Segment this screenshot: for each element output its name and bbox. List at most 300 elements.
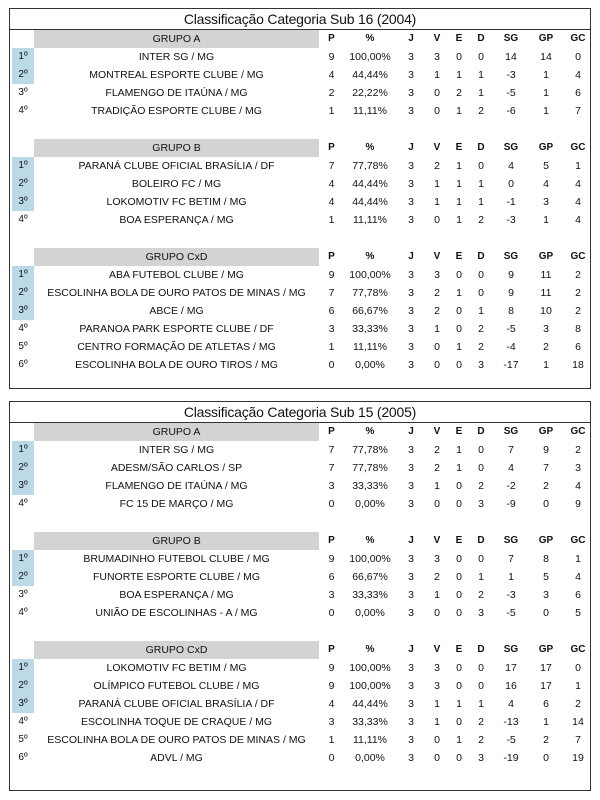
stat-cell-pct: 100,00% bbox=[349, 680, 391, 692]
stat-cell-sg: 1 bbox=[508, 571, 514, 583]
stat-cell-pct: 44,44% bbox=[352, 178, 388, 190]
stat-cell-gp: 17 bbox=[540, 680, 552, 692]
stat-cell-e: 0 bbox=[456, 680, 462, 692]
column-header-gp: GP bbox=[538, 142, 554, 153]
stat-cell-pct: 100,00% bbox=[349, 269, 391, 281]
stat-cell-pct: 11,11% bbox=[352, 341, 388, 353]
stat-cell-sg: -6 bbox=[506, 105, 516, 117]
stat-cell-p: 4 bbox=[328, 698, 335, 710]
stat-cell-p: 1 bbox=[328, 341, 335, 353]
stat-cell-sg: 4 bbox=[508, 462, 514, 474]
stat-cell-e: 1 bbox=[456, 160, 462, 172]
stat-cell-p: 9 bbox=[328, 680, 335, 692]
stat-cell-gc: 4 bbox=[575, 69, 581, 81]
table-row bbox=[10, 48, 590, 66]
stat-cell-d: 2 bbox=[478, 734, 484, 746]
table-row bbox=[10, 157, 590, 175]
team-name-cell: BOA ESPERANÇA / MG bbox=[119, 214, 234, 226]
stat-cell-d: 0 bbox=[478, 444, 484, 456]
table-row bbox=[10, 441, 590, 459]
stat-cell-j: 3 bbox=[408, 607, 414, 619]
group-header-row bbox=[10, 532, 590, 550]
stat-cell-v: 1 bbox=[434, 716, 440, 728]
stat-cell-p: 1 bbox=[328, 734, 335, 746]
column-header-sg: SG bbox=[503, 644, 519, 655]
stat-cell-e: 0 bbox=[456, 589, 462, 601]
stat-cell-p: 2 bbox=[328, 87, 335, 99]
stat-cell-e: 1 bbox=[456, 196, 462, 208]
stat-cell-p: 0 bbox=[328, 607, 335, 619]
column-header-p: P bbox=[328, 426, 335, 437]
position-cell: 2º bbox=[12, 677, 34, 695]
group-spacer bbox=[10, 622, 590, 641]
team-name-cell: ESCOLINHA BOLA DE OURO PATOS DE MINAS / MG bbox=[47, 287, 306, 299]
table-row bbox=[10, 731, 590, 749]
stat-cell-j: 3 bbox=[408, 87, 414, 99]
stat-cell-pct: 22,22% bbox=[352, 87, 388, 99]
stat-cell-v: 0 bbox=[434, 734, 440, 746]
position-cell: 4º bbox=[18, 716, 28, 727]
stat-cell-d: 0 bbox=[478, 269, 484, 281]
column-header-sg: SG bbox=[503, 426, 519, 437]
stat-cell-gc: 4 bbox=[575, 196, 581, 208]
table-row bbox=[10, 320, 590, 338]
table-row bbox=[10, 568, 590, 586]
stat-cell-p: 0 bbox=[328, 498, 335, 510]
stat-cell-gc: 4 bbox=[575, 571, 581, 583]
stat-cell-j: 3 bbox=[408, 160, 414, 172]
stat-cell-d: 1 bbox=[478, 196, 484, 208]
stat-cell-v: 2 bbox=[434, 305, 440, 317]
table-row bbox=[10, 193, 590, 211]
column-header-pct: % bbox=[365, 33, 375, 44]
stat-cell-sg: -2 bbox=[506, 480, 516, 492]
column-header-v: V bbox=[433, 251, 441, 262]
team-name-cell: ESCOLINHA BOLA DE OURO TIROS / MG bbox=[75, 359, 278, 371]
stat-cell-v: 1 bbox=[434, 323, 440, 335]
stat-cell-j: 3 bbox=[408, 498, 414, 510]
stat-cell-e: 0 bbox=[456, 269, 462, 281]
team-name-cell: FLAMENGO DE ITAÚNA / MG bbox=[105, 87, 248, 99]
stat-cell-d: 0 bbox=[478, 462, 484, 474]
group-name: GRUPO A bbox=[34, 30, 319, 48]
column-header-d: D bbox=[477, 33, 485, 44]
stat-cell-d: 2 bbox=[478, 214, 484, 226]
stat-cell-gc: 14 bbox=[572, 716, 584, 728]
column-header-pct: % bbox=[365, 251, 375, 262]
team-name-cell: PARANÁ CLUBE OFICIAL BRASÍLIA / DF bbox=[78, 698, 275, 710]
stat-cell-sg: 16 bbox=[505, 680, 517, 692]
column-header-gc: GC bbox=[570, 142, 586, 153]
stat-cell-gc: 4 bbox=[575, 480, 581, 492]
team-name-cell: UNIÃO DE ESCOLINHAS - A / MG bbox=[95, 607, 258, 619]
group-spacer bbox=[10, 120, 590, 139]
stat-cell-j: 3 bbox=[408, 752, 414, 764]
group-name: GRUPO CxD bbox=[34, 248, 319, 266]
stat-cell-p: 7 bbox=[328, 287, 335, 299]
stat-cell-gc: 19 bbox=[572, 752, 584, 764]
table-row bbox=[10, 175, 590, 193]
stat-cell-p: 3 bbox=[328, 480, 335, 492]
team-name-cell: LOKOMOTIV FC BETIM / MG bbox=[106, 196, 247, 208]
stat-cell-d: 1 bbox=[478, 178, 484, 190]
stat-cell-gc: 7 bbox=[575, 734, 581, 746]
stat-cell-gp: 5 bbox=[543, 160, 549, 172]
stat-cell-gc: 2 bbox=[575, 444, 581, 456]
stat-cell-p: 0 bbox=[328, 752, 335, 764]
position-cell: 6º bbox=[18, 752, 28, 763]
stat-cell-v: 0 bbox=[434, 752, 440, 764]
team-name-cell: OLÍMPICO FUTEBOL CLUBE / MG bbox=[93, 680, 260, 692]
stat-cell-gc: 7 bbox=[575, 105, 581, 117]
column-header-gp: GP bbox=[538, 33, 554, 44]
stat-cell-v: 0 bbox=[434, 87, 440, 99]
stat-cell-pct: 77,78% bbox=[352, 160, 388, 172]
stat-cell-pct: 44,44% bbox=[352, 69, 388, 81]
stat-cell-sg: 9 bbox=[508, 269, 514, 281]
stat-cell-j: 3 bbox=[408, 444, 414, 456]
stat-cell-sg: -3 bbox=[506, 589, 516, 601]
stat-cell-v: 1 bbox=[434, 196, 440, 208]
stat-cell-j: 3 bbox=[408, 698, 414, 710]
column-header-j: J bbox=[408, 33, 414, 44]
stat-cell-j: 3 bbox=[408, 323, 414, 335]
stat-cell-gc: 0 bbox=[575, 662, 581, 674]
stat-cell-gc: 2 bbox=[575, 698, 581, 710]
stat-cell-gp: 4 bbox=[543, 178, 549, 190]
table-row bbox=[10, 66, 590, 84]
stat-cell-p: 7 bbox=[328, 462, 335, 474]
stat-cell-e: 1 bbox=[456, 287, 462, 299]
stat-cell-gc: 4 bbox=[575, 178, 581, 190]
stat-cell-gp: 9 bbox=[543, 444, 549, 456]
group-table bbox=[10, 641, 590, 767]
stat-cell-e: 0 bbox=[456, 716, 462, 728]
stat-cell-gc: 4 bbox=[575, 214, 581, 226]
stat-cell-j: 3 bbox=[408, 680, 414, 692]
stat-cell-v: 3 bbox=[434, 680, 440, 692]
stat-cell-d: 2 bbox=[478, 480, 484, 492]
stat-cell-e: 0 bbox=[456, 571, 462, 583]
column-header-e: E bbox=[455, 535, 463, 546]
position-cell: 6º bbox=[18, 359, 28, 370]
column-header-gc: GC bbox=[570, 644, 586, 655]
column-header-v: V bbox=[433, 142, 441, 153]
stat-cell-d: 1 bbox=[478, 69, 484, 81]
stat-cell-gp: 1 bbox=[543, 105, 549, 117]
column-header-gc: GC bbox=[570, 535, 586, 546]
position-cell: 3º bbox=[18, 87, 28, 98]
panel-title: Classificação Categoria Sub 16 (2004) bbox=[10, 9, 590, 30]
stat-cell-e: 1 bbox=[456, 69, 462, 81]
column-header-v: V bbox=[433, 33, 441, 44]
stat-cell-gc: 0 bbox=[575, 51, 581, 63]
stat-cell-v: 3 bbox=[434, 51, 440, 63]
stat-cell-v: 0 bbox=[434, 341, 440, 353]
stat-cell-d: 1 bbox=[478, 571, 484, 583]
stat-cell-e: 0 bbox=[456, 51, 462, 63]
panel-title: Classificação Categoria Sub 15 (2005) bbox=[10, 402, 590, 423]
stat-cell-pct: 100,00% bbox=[349, 553, 391, 565]
team-name-cell: MONTREAL ESPORTE CLUBE / MG bbox=[89, 69, 264, 81]
column-header-pct: % bbox=[365, 535, 375, 546]
stat-cell-sg: 8 bbox=[508, 305, 514, 317]
column-header-d: D bbox=[477, 535, 485, 546]
stat-cell-e: 1 bbox=[456, 214, 462, 226]
stat-cell-p: 3 bbox=[328, 716, 335, 728]
team-name-cell: LOKOMOTIV FC BETIM / MG bbox=[106, 662, 247, 674]
stat-cell-j: 3 bbox=[408, 359, 414, 371]
group-spacer bbox=[10, 513, 590, 532]
position-cell: 2º bbox=[12, 284, 34, 302]
stat-cell-j: 3 bbox=[408, 287, 414, 299]
group-spacer bbox=[10, 229, 590, 248]
stat-cell-v: 1 bbox=[434, 178, 440, 190]
stat-cell-pct: 33,33% bbox=[352, 480, 388, 492]
stat-cell-e: 0 bbox=[456, 480, 462, 492]
stat-cell-gc: 5 bbox=[575, 607, 581, 619]
stat-cell-pct: 77,78% bbox=[352, 444, 388, 456]
team-name-cell: BOLEIRO FC / MG bbox=[131, 178, 222, 190]
group-table bbox=[10, 248, 590, 374]
stat-cell-v: 2 bbox=[434, 160, 440, 172]
group-header-row bbox=[10, 423, 590, 441]
stat-cell-gp: 3 bbox=[543, 196, 549, 208]
stat-cell-sg: 0 bbox=[508, 178, 514, 190]
stat-cell-e: 1 bbox=[456, 698, 462, 710]
stat-cell-v: 2 bbox=[434, 287, 440, 299]
stat-cell-j: 3 bbox=[408, 305, 414, 317]
position-cell: 5º bbox=[18, 734, 28, 745]
stat-cell-j: 3 bbox=[408, 341, 414, 353]
column-header-pct: % bbox=[365, 142, 375, 153]
stat-cell-sg: 14 bbox=[505, 51, 517, 63]
group-table bbox=[10, 139, 590, 229]
column-header-d: D bbox=[477, 644, 485, 655]
stat-cell-j: 3 bbox=[408, 716, 414, 728]
stat-cell-p: 9 bbox=[328, 51, 335, 63]
stat-cell-e: 0 bbox=[456, 323, 462, 335]
table-row bbox=[10, 677, 590, 695]
stat-cell-sg: -4 bbox=[506, 341, 516, 353]
stat-cell-pct: 0,00% bbox=[355, 607, 385, 619]
position-header-blank bbox=[12, 641, 34, 659]
team-name-cell: PARANOA PARK ESPORTE CLUBE / DF bbox=[79, 323, 274, 335]
group-name: GRUPO CxD bbox=[34, 641, 319, 659]
stat-cell-d: 3 bbox=[478, 752, 484, 764]
table-row bbox=[10, 302, 590, 320]
position-cell: 4º bbox=[18, 105, 28, 116]
group-table bbox=[10, 30, 590, 120]
position-cell: 3º bbox=[12, 695, 34, 713]
stat-cell-e: 2 bbox=[456, 87, 462, 99]
standings-panel-sub16 bbox=[9, 8, 591, 389]
column-header-d: D bbox=[477, 426, 485, 437]
standings-body bbox=[10, 30, 590, 374]
standings-panel-sub15 bbox=[9, 401, 591, 791]
stat-cell-sg: -1 bbox=[506, 196, 516, 208]
stat-cell-gc: 1 bbox=[575, 680, 581, 692]
stat-cell-v: 0 bbox=[434, 105, 440, 117]
position-header-blank bbox=[12, 423, 34, 441]
group-header-row bbox=[10, 139, 590, 157]
position-cell: 2º bbox=[12, 175, 34, 193]
position-cell: 4º bbox=[18, 214, 28, 225]
stat-cell-d: 1 bbox=[478, 305, 484, 317]
stat-cell-p: 0 bbox=[328, 359, 335, 371]
column-header-e: E bbox=[455, 644, 463, 655]
table-row bbox=[10, 695, 590, 713]
stat-cell-e: 1 bbox=[456, 178, 462, 190]
column-header-sg: SG bbox=[503, 33, 519, 44]
stat-cell-v: 3 bbox=[434, 269, 440, 281]
stat-cell-d: 0 bbox=[478, 287, 484, 299]
stat-cell-p: 7 bbox=[328, 160, 335, 172]
position-cell: 2º bbox=[12, 568, 34, 586]
stat-cell-v: 2 bbox=[434, 462, 440, 474]
team-name-cell: FUNORTE ESPORTE CLUBE / MG bbox=[92, 571, 261, 583]
table-row bbox=[10, 459, 590, 477]
position-cell: 3º bbox=[18, 589, 28, 600]
stat-cell-j: 3 bbox=[408, 571, 414, 583]
table-row bbox=[10, 356, 590, 374]
group-table bbox=[10, 532, 590, 622]
column-header-sg: SG bbox=[503, 251, 519, 262]
stat-cell-v: 0 bbox=[434, 607, 440, 619]
position-cell: 3º bbox=[12, 302, 34, 320]
stat-cell-gp: 8 bbox=[543, 553, 549, 565]
stat-cell-gc: 6 bbox=[575, 589, 581, 601]
stat-cell-v: 1 bbox=[434, 69, 440, 81]
stat-cell-pct: 0,00% bbox=[355, 359, 385, 371]
stat-cell-gp: 17 bbox=[540, 662, 552, 674]
team-name-cell: CENTRO FORMAÇÃO DE ATLETAS / MG bbox=[77, 341, 276, 353]
column-header-j: J bbox=[408, 535, 414, 546]
stat-cell-d: 2 bbox=[478, 341, 484, 353]
stat-cell-pct: 11,11% bbox=[352, 105, 388, 117]
stat-cell-pct: 0,00% bbox=[355, 498, 385, 510]
position-header-blank bbox=[12, 139, 34, 157]
stat-cell-e: 1 bbox=[456, 341, 462, 353]
team-name-cell: BRUMADINHO FUTEBOL CLUBE / MG bbox=[83, 553, 270, 565]
stat-cell-pct: 66,67% bbox=[352, 305, 388, 317]
stat-cell-gc: 6 bbox=[575, 341, 581, 353]
team-name-cell: ADVL / MG bbox=[150, 752, 203, 764]
team-name-cell: FC 15 DE MARÇO / MG bbox=[119, 498, 234, 510]
position-cell: 3º bbox=[12, 193, 34, 211]
column-header-e: E bbox=[455, 426, 463, 437]
stat-cell-p: 9 bbox=[328, 662, 335, 674]
stat-cell-e: 0 bbox=[456, 359, 462, 371]
stat-cell-gp: 10 bbox=[540, 305, 552, 317]
stat-cell-gp: 2 bbox=[543, 480, 549, 492]
stat-cell-p: 1 bbox=[328, 105, 335, 117]
column-header-d: D bbox=[477, 251, 485, 262]
stat-cell-p: 7 bbox=[328, 444, 335, 456]
stat-cell-gp: 3 bbox=[543, 323, 549, 335]
team-name-cell: ADESM/SÃO CARLOS / SP bbox=[110, 462, 243, 474]
position-header-blank bbox=[12, 248, 34, 266]
stat-cell-sg: 7 bbox=[508, 553, 514, 565]
table-row bbox=[10, 586, 590, 604]
stat-cell-v: 2 bbox=[434, 571, 440, 583]
position-cell: 5º bbox=[18, 341, 28, 352]
stat-cell-d: 1 bbox=[478, 698, 484, 710]
column-header-gp: GP bbox=[538, 644, 554, 655]
stat-cell-j: 3 bbox=[408, 51, 414, 63]
stat-cell-gc: 8 bbox=[575, 323, 581, 335]
group-header-row bbox=[10, 641, 590, 659]
group-name: GRUPO B bbox=[34, 532, 319, 550]
standings-body bbox=[10, 423, 590, 767]
stat-cell-pct: 11,11% bbox=[352, 734, 388, 746]
stat-cell-e: 1 bbox=[456, 444, 462, 456]
column-header-gc: GC bbox=[570, 251, 586, 262]
position-cell: 4º bbox=[18, 323, 28, 334]
stat-cell-v: 1 bbox=[434, 698, 440, 710]
team-name-cell: TRADIÇÃO ESPORTE CLUBE / MG bbox=[91, 105, 262, 117]
column-header-pct: % bbox=[365, 426, 375, 437]
stat-cell-sg: -17 bbox=[503, 359, 519, 371]
stat-cell-v: 1 bbox=[434, 480, 440, 492]
position-cell: 1º bbox=[12, 550, 34, 568]
position-header-blank bbox=[12, 532, 34, 550]
stat-cell-j: 3 bbox=[408, 69, 414, 81]
stat-cell-d: 1 bbox=[478, 87, 484, 99]
stat-cell-j: 3 bbox=[408, 178, 414, 190]
stat-cell-sg: -13 bbox=[503, 716, 519, 728]
stat-cell-gp: 1 bbox=[543, 359, 549, 371]
column-header-j: J bbox=[408, 251, 414, 262]
stat-cell-gp: 14 bbox=[540, 51, 552, 63]
position-header-blank bbox=[12, 30, 34, 48]
stat-cell-p: 4 bbox=[328, 178, 335, 190]
stat-cell-gc: 1 bbox=[575, 553, 581, 565]
stat-cell-v: 2 bbox=[434, 444, 440, 456]
stat-cell-e: 0 bbox=[456, 498, 462, 510]
stat-cell-sg: -5 bbox=[506, 734, 516, 746]
table-row bbox=[10, 749, 590, 767]
team-name-cell: PARANÁ CLUBE OFICIAL BRASÍLIA / DF bbox=[78, 160, 275, 172]
stat-cell-e: 0 bbox=[456, 662, 462, 674]
column-header-sg: SG bbox=[503, 142, 519, 153]
group-header-row bbox=[10, 248, 590, 266]
stat-cell-gp: 2 bbox=[543, 341, 549, 353]
stat-cell-pct: 33,33% bbox=[352, 323, 388, 335]
stat-cell-sg: -9 bbox=[506, 498, 516, 510]
column-header-p: P bbox=[328, 142, 335, 153]
position-cell: 1º bbox=[12, 157, 34, 175]
stat-cell-sg: -5 bbox=[506, 87, 516, 99]
stat-cell-pct: 66,67% bbox=[352, 571, 388, 583]
stat-cell-pct: 77,78% bbox=[352, 287, 388, 299]
stat-cell-gp: 2 bbox=[543, 734, 549, 746]
stat-cell-j: 3 bbox=[408, 105, 414, 117]
stat-cell-gp: 1 bbox=[543, 87, 549, 99]
team-name-cell: INTER SG / MG bbox=[138, 444, 215, 456]
column-header-j: J bbox=[408, 142, 414, 153]
stat-cell-j: 3 bbox=[408, 462, 414, 474]
column-header-e: E bbox=[455, 33, 463, 44]
position-cell: 1º bbox=[12, 659, 34, 677]
stat-cell-gc: 9 bbox=[575, 498, 581, 510]
table-row bbox=[10, 713, 590, 731]
stat-cell-gp: 1 bbox=[543, 69, 549, 81]
position-cell: 2º bbox=[12, 459, 34, 477]
team-name-cell: INTER SG / MG bbox=[138, 51, 215, 63]
stat-cell-gp: 6 bbox=[543, 698, 549, 710]
table-row bbox=[10, 211, 590, 229]
